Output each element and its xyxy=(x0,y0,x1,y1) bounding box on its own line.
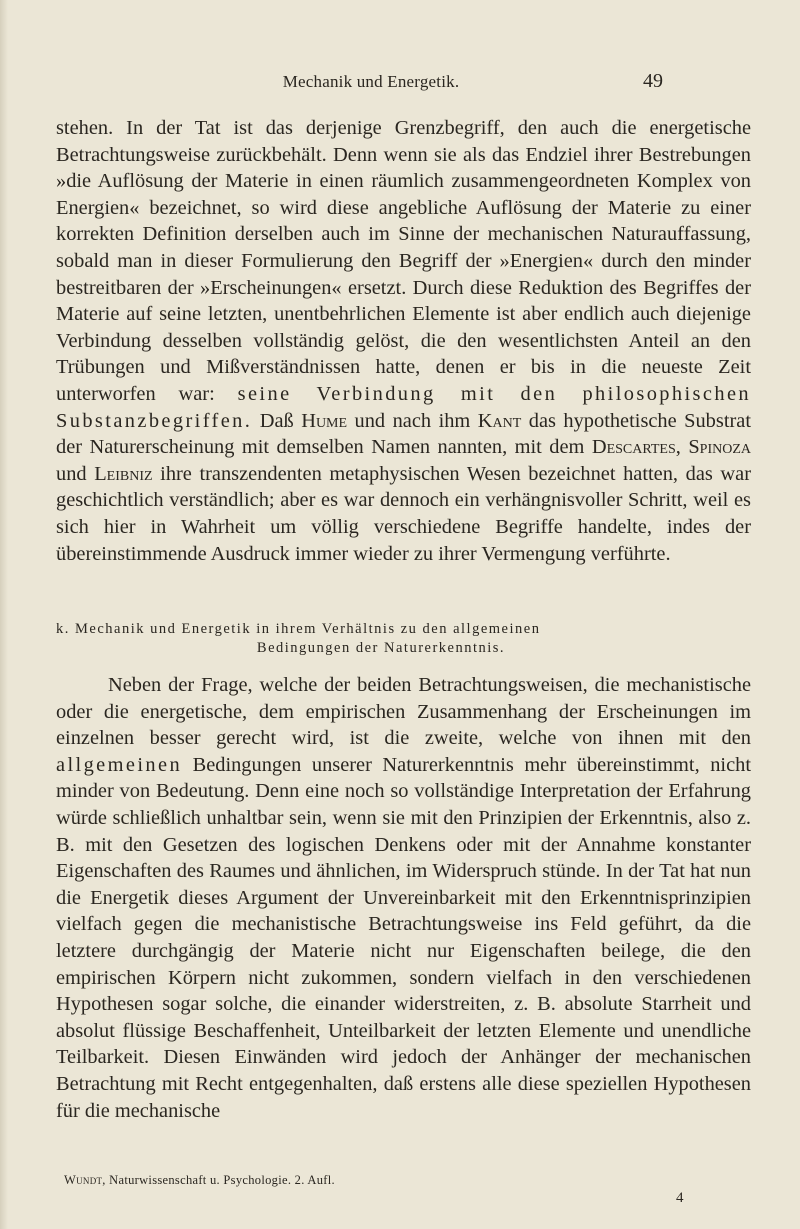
footer-author: Wundt xyxy=(64,1173,103,1187)
paragraph-1 xyxy=(56,115,751,567)
name-descartes: Descartes xyxy=(591,436,676,459)
paragraph-1-text: , xyxy=(675,436,689,459)
paragraph-2 xyxy=(56,672,751,1124)
section-heading xyxy=(56,620,776,658)
footer-citation-text: , Naturwissenschaft u. Psychologie. 2. Aufl. xyxy=(102,1173,335,1187)
name-kant: Kant xyxy=(477,409,522,432)
emphasis-spaced: seine Verbindung mit den philosophischen Substanzbegriffen. xyxy=(56,382,751,432)
emphasis-spaced: allgemeinen xyxy=(56,753,183,776)
paragraph-1-text: und nach ihm xyxy=(347,409,478,432)
section-heading-line-2: Bedingungen der Naturerkenntnis. xyxy=(256,640,506,656)
paragraph-2-text: Neben der Frage, welche der beiden Betrachtungsweisen, die mechanistische oder die energetische, dem empirischen Zusammenhang der Erscheinungen im einzelnen besser gerecht wird, ist die zweite, welche von ihnen mit den xyxy=(56,674,751,750)
paragraph-1-text: und xyxy=(56,462,95,485)
paragraph-1-text: Daß xyxy=(252,409,302,432)
name-hume: Hume xyxy=(301,409,348,432)
body-text-section-2 xyxy=(56,672,751,1124)
paragraph-2-text: Bedingungen unserer Naturerkenntnis mehr übereinstimmt, nicht minder von Bedeutung. Denn eine noch so vollständige Interpretation der Erfahrung würde schließlich unhaltbar sein, wenn sie mit den Prinzipien der Erkenntnis, also z. B. mit den Gesetzen des logischen Denkens oder mit der Annahme konstanter Eigenschaften des Raumes und ähnlichen, im Widerspruch stünde. In der Tat hat nun die Energetik dieses Argument der Unvereinbarkeit mit den Erkenntnisprinzipien vielfach gegen die mechanistische Betrachtungsweise ins Feld geführt, da die letztere durchgängig der Materie nicht nur Eigenschaften beilege, die den empirischen Körpern nicht zukommen, sondern vielfach in den verschiedenen Hypothesen sogar solche, die einander widerstreiten, z. B. absolute Starrheit und absolut flüssige Beschaffenheit, Unteilbarkeit der letzten Elemente und unendliche Teilbarkeit. Diesen Einwänden wird jedoch der Anhänger der mechanischen Betrachtung mit Recht entgegenhalten, daß erstens alle diese speziellen Hypothesen für die mechanische xyxy=(56,753,751,1122)
footer-citation xyxy=(64,1173,335,1188)
running-header: Mechanik und Energetik. xyxy=(282,72,460,91)
paragraph-1-text: ihre transzendenten metaphysischen Wesen bezeichnet hatten, das war geschichtlich verständlich; aber es war dennoch ein verhängnisvoller Schritt, weil es sich hier in Wahrheit um völlig verschiedene Begriffe handelte, indes der übereinstimmende Ausdruck immer wieder zu ihrer Vermengung verführte. xyxy=(56,462,751,565)
page-edge-shadow xyxy=(0,0,8,1229)
page-number: 49 xyxy=(643,70,663,92)
paragraph-1-text: stehen. In der Tat ist das derjenige Grenzbegriff, den auch die energetische Betrachtungsweise zurückbehält. Denn wenn sie als das Endziel ihrer Bestrebungen »die Auflösung der Materie in einen räumlich zusammengeordneten Komplex von Energien« bezeichnet, so wird diese angebliche Auflösung der Materie zu einer korrekten Definition derselben auch im Sinne der mechanischen Naturauffassung, sobald man in dieser Formulierung den Begriff der »Energien« durch den minder bestreitbaren der »Erscheinungen« ersetzt. Durch diese Reduktion des Begriffes der Materie auf seine letzten, unentbehrlichen Elemente ist aber endlich auch diejenige Verbindung desselben vollständig gelöst, die den wesentlichsten Anteil an den Trübungen und Mißverständnissen hatte, denen er bis in die neueste Zeit unterworfen war: xyxy=(56,117,751,405)
section-heading-line-1: k. Mechanik und Energetik in ihrem Verhältnis zu den allgemeinen xyxy=(56,621,541,637)
paragraph-1-text: das hypothetische Substrat der Naturerscheinung mit demselben Namen nannten, mit dem xyxy=(56,409,751,459)
name-leibniz: Leibniz xyxy=(94,462,153,485)
body-text xyxy=(56,115,751,567)
name-spinoza: Spinoza xyxy=(688,436,751,459)
signature-mark: 4 xyxy=(676,1190,684,1206)
